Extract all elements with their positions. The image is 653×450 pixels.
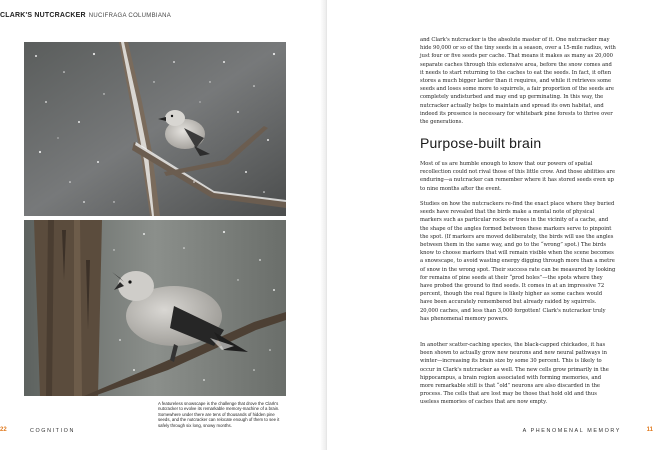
- footer-section-label: COGNITION: [30, 428, 75, 434]
- nutcracker-photo-bottom: [24, 220, 286, 396]
- footer-chapter-label: A PHENOMENAL MEMORY: [522, 428, 621, 434]
- page-number-right: 11: [646, 427, 653, 433]
- paragraph-text: Most of us are humble enough to know that our powers of spatial recollection could not rival those of this little crow. And those abilities are enduring—a nutcracker can remember where it has stored seeds even up to nine months after the event.: [420, 161, 616, 192]
- body-paragraph: [420, 200, 616, 340]
- paragraph-text: Studies on how the nutcrackers re-find the exact place where they buried seeds have revealed that the birds make a mental note of physical markers such as particular rocks or trees in the vicinity of a cache, and the shape of the angles formed between these markers serve to pinpoint the spot. (If markers are moved deliberately, the birds will use the angles between them in the same way, and go to the “wrong” spot.) The birds know to choose markers that will remain visible when the scene becomes a snowscape, to avoid wasting energy digging through more than a metre of snow in the wrong spot. Their success rate can be measured by looking for remains of pine seeds at their “prod holes”—the spots where they have probed the ground to find seeds. It comes in at an impressive 72 percent, though the real figure is likely higher as some caches would have been accurately remembered but already raided by squirrels. 20,000 caches, and less than 3,000 forgotten! Clark's nutcracker truly has phenomenal memory powers.: [420, 201, 616, 322]
- left-page: [0, 0, 326, 450]
- paragraph-text: In another scatter-caching species, the black-capped chickadee, it has been shown to actually grow new neurons and new neural pathways in winter—increasing its brain size by some 30 percent. This is likely to occur in Clark's nutcracker as well. The new cells grow primarily in the hippocampus, a brain region associated with forming memories, and more remarkable still is that “old” neurons are also discarded in the process. The cells that are lost may be those that hold old and thus useless memories of caches that are now empty.: [420, 342, 609, 406]
- running-head-title: CLARK'S NUTCRACKER: [0, 12, 86, 19]
- body-paragraph: [420, 36, 616, 128]
- page-number-left: 22: [0, 427, 7, 433]
- running-head: [0, 12, 171, 19]
- photo-caption: A featureless snowscape is the challenge that drove the Clark's nutcracker to evolve its remarkable memory-machine of a brain. Somewhere under there are tens of thousands of hidden pine seeds, and the nutcracker can relocate enough of them to see it safely through six long, snowy months.: [158, 401, 280, 428]
- nutcracker-photo-top: [24, 42, 286, 216]
- nutcracker-photo-top-image: [24, 42, 286, 216]
- nutcracker-photo-bottom-image: [24, 220, 286, 396]
- body-paragraph: [420, 341, 616, 416]
- body-paragraph: [420, 160, 616, 198]
- paragraph-text: and Clark's nutcracker is the absolute master of it. One nutcracker may hide 90,000 or so of the tiny seeds in a season, over a 15-mile radius, with just four or five seeds per cache. That means it makes as many as 20,000 separate caches through this extensive area, before the snow comes and it needs to start returning to the caches to eat the seeds. In fact, it often stores a much bigger larder than it requires, and while it retrieves some seeds and loses some more to squirrels, a fair proportion of the seeds are completely undisturbed and may end up germinating. In this way, the nutcracker actually helps to maintain and spread its own habitat, and indeed its presence is necessary for whitebark pine forests to thrive over the generations.: [420, 37, 616, 126]
- section-heading: Purpose-built brain: [420, 135, 542, 151]
- running-head-subtitle: NUCIFRAGA COLUMBIANA: [88, 13, 172, 19]
